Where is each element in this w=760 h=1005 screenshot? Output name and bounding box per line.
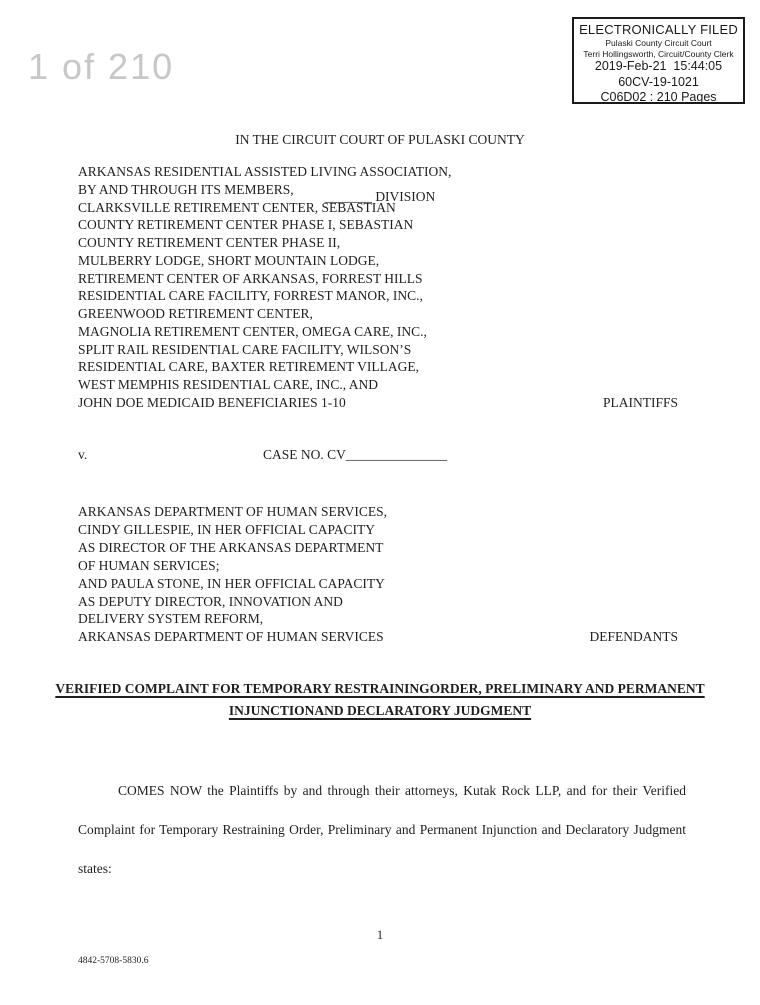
efiling-stamp	[572, 17, 745, 104]
stamp-pages: C06D02 : 210 Pages	[600, 90, 717, 104]
plaintiffs-label: PLAINTIFFS	[602, 394, 678, 410]
document-title-lines	[0, 678, 760, 721]
defendant-line: AS DIRECTOR OF THE ARKANSAS DEPARTMENT	[78, 539, 384, 555]
plaintiff-line: RETIREMENT CENTER OF ARKANSAS, FORREST HILLS	[78, 270, 423, 286]
plaintiff-line: COUNTY RETIREMENT CENTER PHASE II,	[78, 235, 341, 250]
plaintiff-line: MAGNOLIA RETIREMENT CENTER, OMEGA CARE, INC.,	[78, 323, 427, 339]
division-line: _______ DIVISION	[324, 189, 436, 204]
case-number-blank: CASE NO. CV_______________	[263, 447, 448, 462]
page-number: 1	[376, 928, 384, 942]
defendant-line: ARKANSAS DEPARTMENT OF HUMAN SERVICES,	[78, 504, 388, 519]
plaintiff-line: RESIDENTIAL CARE, BAXTER RETIREMENT VILLAGE,	[78, 359, 419, 375]
page-count-watermark: 1 of 210	[28, 46, 175, 87]
document-title-line: ORDER, PRELIMINARY AND PERMANENT INJUNCTION	[228, 681, 705, 718]
stamp-title: ELECTRONICALLY FILED	[579, 22, 738, 37]
defendant-line: ARKANSAS DEPARTMENT OF HUMAN SERVICES	[78, 629, 384, 645]
plaintiff-line: JOHN DOE MEDICAID BENEFICIARIES 1-10	[78, 394, 346, 410]
body-paragraph: COMES NOW the Plaintiffs by and through their attorneys, Kutak Rock LLP, and for their Verified Complaint for Temporary Restraining Order, Preliminary and Permanent Injunction and Declaratory Judgment states:	[78, 783, 686, 876]
document-title-line: VERIFIED COMPLAINT FOR TEMPORARY RESTRAINING	[55, 681, 430, 696]
stamp-clerk: Terri Hollingsworth, Circuit/County Clerk	[583, 48, 734, 59]
plaintiff-line: ARKANSAS RESIDENTIAL ASSISTED LIVING ASSOCIATION,	[78, 164, 452, 179]
defendants-last-row	[78, 628, 678, 646]
defendants-lines	[78, 503, 678, 628]
plaintiffs-block	[78, 163, 678, 412]
versus-abbreviation: v.	[78, 447, 88, 462]
defendants-block	[78, 503, 678, 646]
defendant-line: AND PAULA STONE, IN HER OFFICIAL CAPACITY	[78, 575, 385, 591]
plaintiff-line: GREENWOOD RETIREMENT CENTER,	[78, 306, 313, 321]
plaintiffs-last-row	[78, 394, 678, 412]
plaintiff-line: BY AND THROUGH ITS MEMBERS,	[78, 181, 294, 197]
defendant-line: CINDY GILLESPIE, IN HER OFFICIAL CAPACITY	[78, 521, 376, 537]
plaintiff-line: WEST MEMPHIS RESIDENTIAL CARE, INC., AND	[78, 377, 379, 392]
stamp-case-number: 60CV-19-1021	[618, 74, 699, 89]
document-title-line: AND DECLARATORY JUDGMENT	[314, 702, 532, 718]
court-name-line: IN THE CIRCUIT COURT OF PULASKI COUNTY	[235, 132, 525, 147]
defendant-line: OF HUMAN SERVICES;	[78, 557, 220, 573]
defendant-line: AS DEPUTY DIRECTOR, INNOVATION AND	[78, 593, 343, 609]
plaintiff-line: COUNTY RETIREMENT CENTER PHASE I, SEBASTIAN	[78, 217, 414, 233]
plaintiff-line: SPLIT RAIL RESIDENTIAL CARE FACILITY, WILSON’S	[78, 341, 412, 357]
defendant-line: DELIVERY SYSTEM REFORM,	[78, 611, 264, 627]
plaintiff-line: MULBERRY LODGE, SHORT MOUNTAIN LODGE,	[78, 252, 380, 268]
stamp-datetime: 2019-Feb-21 15:44:05	[594, 59, 723, 73]
document-footer-id: 4842-5708-5830.6	[78, 956, 149, 966]
stamp-court: Pulaski County Circuit Court	[605, 38, 712, 48]
document-title	[0, 678, 760, 721]
plaintiff-line: RESIDENTIAL CARE FACILITY, FORREST MANOR, INC.,	[78, 288, 423, 304]
plaintiff-line: CLARKSVILLE RETIREMENT CENTER, SEBASTIAN	[78, 199, 396, 215]
plaintiffs-lines	[78, 163, 678, 394]
defendants-label: DEFENDANTS	[589, 629, 678, 645]
